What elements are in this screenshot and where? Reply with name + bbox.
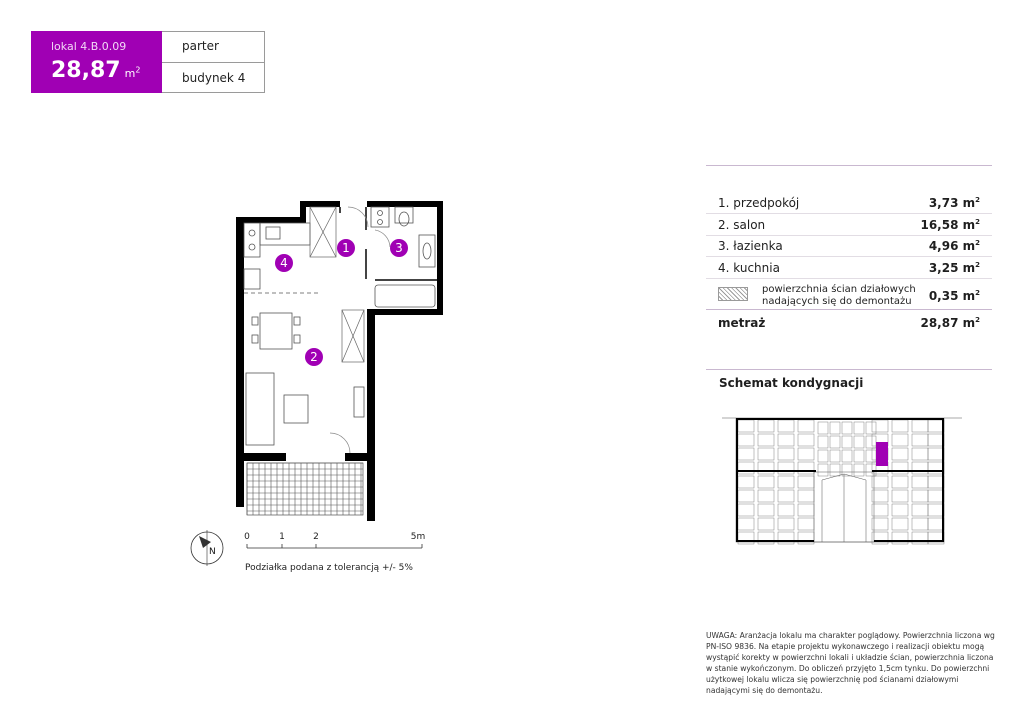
total-row [718,316,980,330]
floor-plan [230,195,445,525]
room-area: 16,58 $m^2$ [920,218,980,232]
scale-tick: 5m [410,532,426,542]
room-row [718,261,980,275]
svg-text:4: 4 [280,256,288,270]
room-row [718,218,980,232]
living-furniture [246,313,364,445]
unit-area-value: 28,87 [51,58,121,83]
scale-bar [240,528,430,552]
room-area: 3,25 $m^2$ [928,261,980,275]
svg-text:3: 3 [395,241,403,255]
unit-area-unit: $m^2$ [124,65,141,80]
schemat-top-rule [706,369,992,370]
svg-text:N: N [209,547,216,557]
row-divider [706,278,992,279]
unit-badge [31,31,162,93]
scale-note: Podziałka podana z tolerancją +/- 5% [245,563,413,573]
total-area: 28,87 $m^2$ [920,316,980,330]
compass-icon [187,528,227,568]
scale-tick: 2 [313,532,319,542]
unit-area [51,58,140,83]
schemat-title: Schemat kondygnacji [719,376,864,390]
hatch-swatch-icon [718,287,748,301]
row-divider [706,256,992,257]
walls-area: 0,35 $m^2$ [928,289,980,303]
building-label: budynek 4 [182,71,246,85]
demountable-walls [310,207,364,362]
unit-highlight [876,442,888,466]
floor-schematic [722,404,962,550]
room-row [718,196,980,210]
room-row [718,239,980,253]
room-label: 4. kuchnia [718,261,780,275]
room-number-markers [275,239,408,366]
row-divider [706,309,992,310]
inner-walls [340,207,437,280]
room-label: 2. salon [718,218,766,232]
room-label: 3. łazienka [718,239,783,253]
scale-tick: 0 [244,532,250,542]
room-label: 1. przedpokój [718,196,800,210]
row-divider [706,235,992,236]
row-divider [706,213,992,214]
table-top-rule [706,165,992,166]
floor-label: parter [182,39,219,53]
total-label: metraż [718,316,766,330]
svg-text:1: 1 [342,241,350,255]
bathroom-fixtures [371,207,435,307]
disclaimer-note: UWAGA: Aranżacja lokalu ma charakter poglądowy. Powierzchnia liczona wg PN-ISO 9836. Na etapie projektu wykonawczego i realizacji obiektu mogą wystąpić korekty w powierzchni lokali i układzie ścian, powierzchnia liczona w stanie wykończonym. Do obliczeń przyjęto 1,5cm tynku. Do powierzchni użytkowej lokalu wlicza się powierzchnię pod ścianami działowymi nadającymi się do demontażu. [706,631,995,695]
svg-text:2: 2 [310,350,318,364]
unit-id: lokal 4.B.0.09 [51,40,127,53]
room-area: 3,73 $m^2$ [928,196,980,210]
header-divider [162,62,265,63]
room-area: 4,96 $m^2$ [928,239,980,253]
walls-note: powierzchnia ścian działowych nadających się do demontażu [762,284,916,307]
scale-tick: 1 [279,532,285,542]
balcony [247,463,363,515]
